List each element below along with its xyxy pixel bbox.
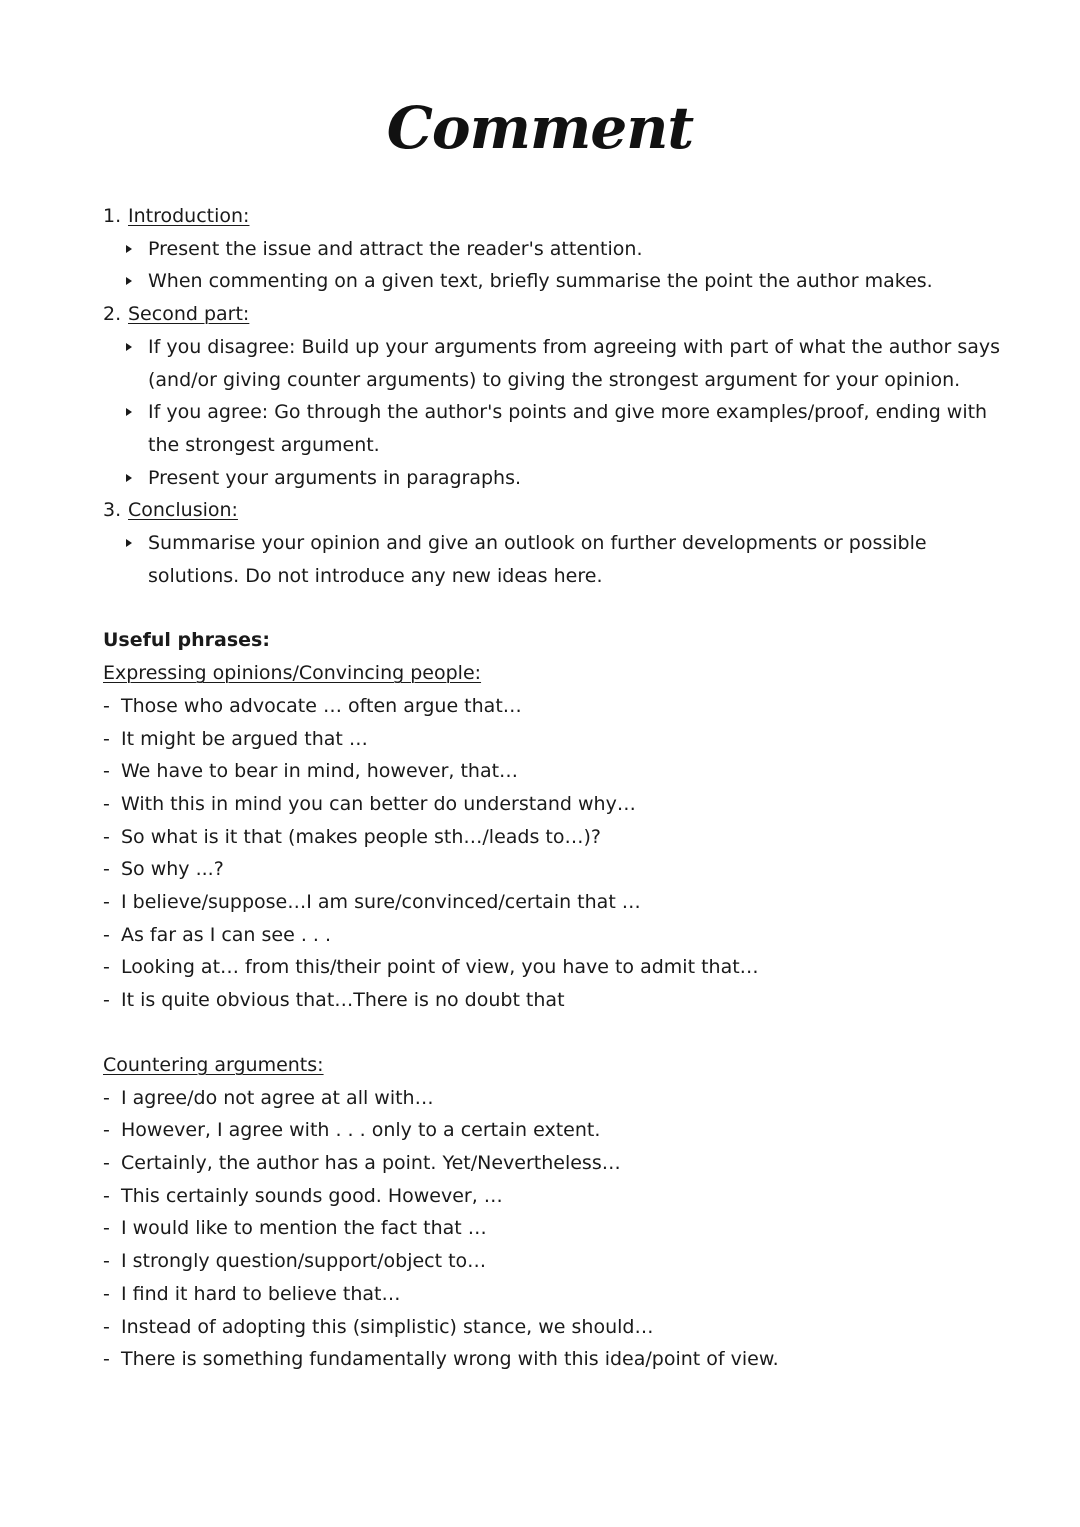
section-title: Conclusion: <box>128 499 238 522</box>
phrase-item: - Those who advocate … often argue that… <box>103 690 1003 723</box>
phrase-item: - So why ...? <box>103 853 1003 886</box>
page-title: Comment <box>386 94 694 162</box>
phrase-item: - Looking at… from this/their point of view, you have to admit that… <box>103 951 1003 984</box>
phrase-item: - With this in mind you can better do understand why… <box>103 788 1003 821</box>
spacer <box>103 1017 1003 1049</box>
phrase-item: - It is quite obvious that…There is no doubt that <box>103 984 1003 1017</box>
phrase-item: - I agree/do not agree at all with… <box>103 1082 1003 1115</box>
section-second-part <box>103 298 1003 494</box>
bullet-item: If you agree: Go through the author's points and give more examples/proof, ending with the strongest argument. <box>103 396 1003 461</box>
expressing-opinions-block <box>103 657 1003 1017</box>
useful-phrases-heading: Useful phrases: <box>103 629 270 652</box>
section-introduction <box>103 200 1003 298</box>
phrase-item: - I would like to mention the fact that … <box>103 1212 1003 1245</box>
countering-arguments-heading: Countering arguments: <box>103 1053 324 1076</box>
phrase-item: - Certainly, the author has a point. Yet/Nevertheless… <box>103 1147 1003 1180</box>
bullet-item: Summarise your opinion and give an outlook on further developments or possible solutions. Do not introduce any new ideas here. <box>103 527 1003 592</box>
expressing-opinions-heading: Expressing opinions/Convincing people: <box>103 662 482 685</box>
phrase-item: - I strongly question/support/object to… <box>103 1245 1003 1278</box>
phrase-item: - We have to bear in mind, however, that… <box>103 755 1003 788</box>
section-title: Second part: <box>128 303 250 326</box>
phrase-item: - As far as I can see . . . <box>103 919 1003 952</box>
section-conclusion <box>103 494 1003 592</box>
phrase-item: - This certainly sounds good. However, … <box>103 1180 1003 1213</box>
section-heading <box>103 494 1003 527</box>
section-number: 1. <box>103 205 122 227</box>
countering-arguments-block <box>103 1049 1003 1376</box>
phrase-item: - Instead of adopting this (simplistic) stance, we should… <box>103 1311 1003 1344</box>
section-number: 2. <box>103 303 122 326</box>
bullet-item: When commenting on a given text, briefly summarise the point the author makes. <box>103 265 1003 298</box>
phrase-item: - I find it hard to believe that… <box>103 1278 1003 1311</box>
bullet-item: Present your arguments in paragraphs. <box>103 462 1003 495</box>
section-number: 3. <box>103 499 122 522</box>
bullet-item: Present the issue and attract the reader's attention. <box>103 233 1003 266</box>
phrase-item: - However, I agree with . . . only to a certain extent. <box>103 1114 1003 1147</box>
phrase-item: - It might be argued that … <box>103 723 1003 756</box>
phrase-item: - So what is it that (makes people sth…/leads to…)? <box>103 821 1003 854</box>
spacer <box>103 592 1003 624</box>
section-heading <box>103 200 1003 233</box>
phrase-item: - There is something fundamentally wrong with this idea/point of view. <box>103 1343 1003 1376</box>
phrase-item: - I believe/suppose…I am sure/convinced/certain that … <box>103 886 1003 919</box>
bullet-item: If you disagree: Build up your arguments from agreeing with part of what the author says (and/or giving counter arguments) to giving the strongest argument for your opinion. <box>103 331 1003 396</box>
section-heading <box>103 298 1003 331</box>
document-body <box>103 200 1003 1376</box>
section-title: Introduction: <box>128 205 250 227</box>
